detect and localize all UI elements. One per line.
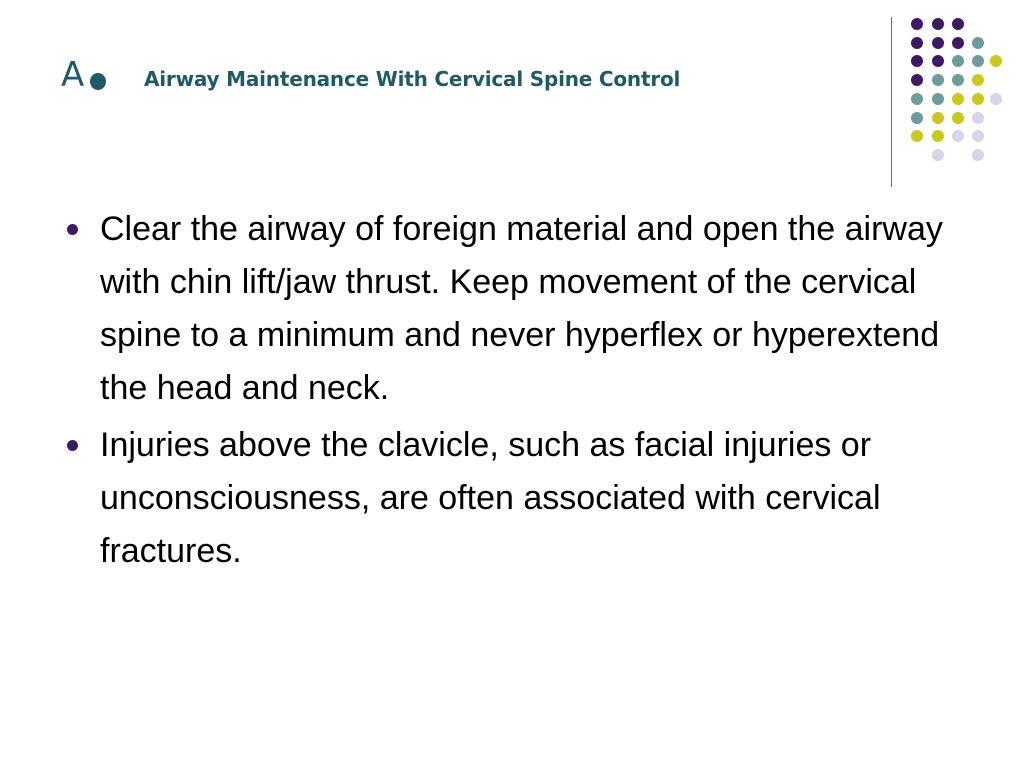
decor-dot	[952, 112, 964, 124]
decor-dot	[972, 149, 984, 161]
decor-dot	[932, 55, 944, 67]
decor-dot	[952, 130, 964, 142]
decor-dot	[990, 55, 1002, 67]
decor-dot	[972, 55, 984, 67]
decor-dot	[972, 112, 984, 124]
decor-dot	[932, 149, 944, 161]
decor-dot	[932, 37, 944, 49]
decor-dot	[972, 74, 984, 86]
decor-dot	[932, 74, 944, 86]
bullet-text: Injuries above the clavicle, such as facial injuries or unconsciousness, are often associated with cervical fractures.	[100, 426, 881, 570]
round-bullet-icon	[67, 440, 78, 451]
decor-dot	[972, 130, 984, 142]
decor-dot	[911, 74, 923, 86]
dot-grid-decoration	[0, 0, 1024, 200]
decor-dot	[911, 130, 923, 142]
decor-dot	[972, 93, 984, 105]
decor-dot	[952, 74, 964, 86]
decor-dot	[911, 112, 923, 124]
list-item	[62, 419, 972, 578]
decor-dot	[952, 37, 964, 49]
title-letter: A	[61, 55, 85, 95]
decor-dot	[952, 93, 964, 105]
decor-dot	[932, 112, 944, 124]
list-item	[62, 203, 972, 415]
decor-dot	[972, 37, 984, 49]
decor-dot	[932, 93, 944, 105]
round-bullet-icon	[67, 224, 78, 235]
decor-dot	[952, 55, 964, 67]
decor-dot	[911, 93, 923, 105]
bullet-text: Clear the airway of foreign material and open the airway with chin lift/jaw thrust. Keep movement of the cervical spine to a minimum and never hyperflex or hyperextend the head and neck.	[100, 210, 943, 407]
slide-title: Airway Maintenance With Cervical Spine Control	[144, 67, 681, 91]
decor-dot	[911, 55, 923, 67]
bullet-list	[62, 203, 972, 582]
decor-dot	[911, 18, 923, 30]
decor-dot	[952, 18, 964, 30]
decor-dot	[932, 130, 944, 142]
decor-dot	[990, 93, 1002, 105]
decor-dot	[932, 18, 944, 30]
decor-dot	[911, 37, 923, 49]
